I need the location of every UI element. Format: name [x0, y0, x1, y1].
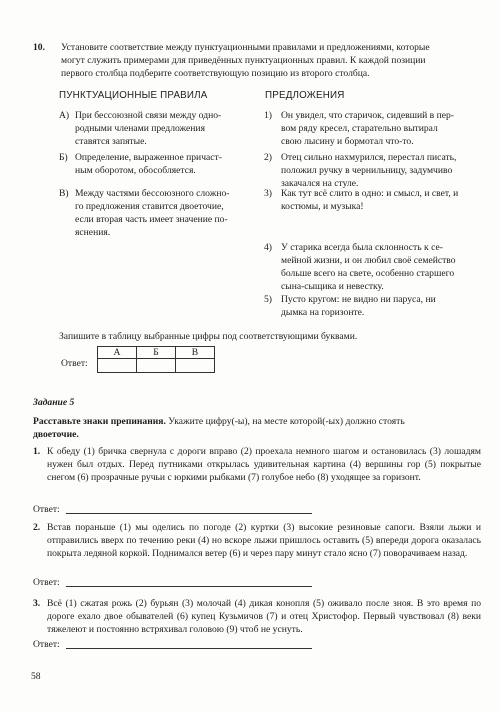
sentence-line: мейной жизни, и он любил своё семейство — [281, 255, 456, 267]
sentence-label: 3) — [264, 188, 272, 199]
rule-label: Б) — [59, 152, 68, 163]
table-instruction: Запишите в таблицу выбранные цифры под соответствующими буквами. — [59, 331, 358, 342]
sentence-line: свою лысину и бормотал что-то. — [281, 136, 414, 148]
answer-cell-v[interactable] — [176, 359, 215, 373]
sentence-2 — [281, 151, 481, 190]
answer-label: Ответ: — [33, 577, 60, 588]
task10-number: 10. — [33, 42, 45, 53]
answer-line-3[interactable] — [66, 648, 312, 649]
sentence-5 — [281, 293, 481, 319]
answer-table-header: В — [176, 347, 215, 359]
rule-line: Определение, выраженное причаст- — [75, 152, 222, 163]
task5-item-2: Встав пораньше (1) мы оделись по погоде (2) куртки (3) высокие резиновые сапоги. Взяли лыжи и отправились вверх по течению реки (4) но вскоре лыжи пришлось оставить (5) впереди дорога оказалась покрыта ледяной коркой. Поднимался ветер (6) и через пару минут стало ясно (7) поворачиваем назад. — [47, 522, 481, 560]
task5-intro — [33, 415, 480, 441]
task10-prompt-line: могут служить примерами для приведённых пунктуационных правил. К каждой позиции — [61, 55, 426, 67]
rule-line: ставятся запятые. — [75, 136, 147, 148]
rule-line: Между частями бессоюзного сложно- — [75, 188, 230, 199]
task5-item-3: Всё (1) сжатая рожь (2) бурьян (3) молочай (4) дикая конопля (5) оживало после зноя. В это время по дороге ехало двое обывателей (6) купец Кузьмичов (7) и отец Христофор. Первый чувствовал (8) веки тяжелеют и постоянно встряхивал головою (9) чтоб не уснуть. — [47, 598, 481, 636]
rule-label: А) — [59, 110, 70, 121]
task5-intro-bold: Расставьте знаки препинания. — [33, 416, 166, 427]
sentence-line: сына-сыщика и невестку. — [281, 281, 384, 293]
task10-prompt-line: первого столбца подберите соответствующую позицию из второго столбца. — [61, 68, 370, 80]
rule-line: родными членами предложения — [75, 123, 205, 135]
sentence-label: 1) — [264, 110, 272, 121]
sentence-line: закачался на стуле. — [281, 178, 359, 190]
sentence-line: костюмы, и музыка! — [281, 201, 364, 213]
answer-label: Ответ: — [61, 358, 88, 369]
sentence-line: У старика всегда была склонность к се- — [281, 242, 443, 253]
rule-line: если вторая часть имеет значение по- — [75, 214, 228, 226]
rule-b — [75, 151, 243, 177]
sentence-line: вом ряду кресел, старательно вытирал — [281, 123, 438, 135]
sentence-line: положил ручку в чернильницу, задумчиво — [281, 165, 453, 177]
sentence-line: Отец сильно нахмурился, перестал писать, — [281, 152, 457, 163]
rule-a — [75, 109, 243, 148]
sentence-1 — [281, 109, 481, 148]
sentence-line: дымка на горизонте. — [281, 307, 365, 319]
rule-line: ным оборотом, обособляется. — [75, 165, 196, 177]
task5-item-1: К обеду (1) бричка свернула с дороги вправо (2) проехала немного шагом и остановилась (3) лошадям нужен был отдых. Перед путниками открылась удивительная картина (4) вершины гор (5) покрытые снегом (6) прозрачные ручьи с юркими рыбками (7) голубое небо (8) уходящее за горизонт. — [47, 446, 481, 484]
sentence-line: больше всего на свете, особенно старшего — [281, 268, 455, 280]
task5-intro-rest: Укажите цифру(-ы), на месте которой(-ых) должно стоять — [165, 416, 405, 427]
sentence-line: Как тут всё слито в одно: и смысл, и свет, и — [281, 188, 459, 199]
task10-prompt-line: Установите соответствие между пунктуационными правилами и предложениями, которые — [61, 42, 430, 53]
page-number: 58 — [31, 671, 41, 682]
task5-item-number: 1. — [33, 446, 41, 457]
answer-line-1[interactable] — [66, 513, 312, 514]
task10-prompt — [61, 41, 473, 80]
task5-intro-line — [33, 415, 480, 428]
answer-table — [97, 346, 215, 373]
answer-cell-a[interactable] — [98, 359, 137, 373]
task5-title: Задание 5 — [33, 397, 75, 408]
rule-label: В) — [59, 188, 69, 199]
sentence-label: 5) — [264, 294, 272, 305]
rule-line: яснения. — [75, 227, 111, 239]
sentences-header: ПРЕДЛОЖЕНИЯ — [265, 90, 345, 101]
answer-cell-b[interactable] — [137, 359, 176, 373]
rules-header: ПУНКТУАЦИОННЫЕ ПРАВИЛА — [59, 90, 208, 101]
answer-line-2[interactable] — [66, 586, 312, 587]
sentence-line: Он увидел, что старичок, сидевший в пер- — [281, 110, 454, 121]
answer-label: Ответ: — [33, 504, 60, 515]
answer-table-header: Б — [137, 347, 176, 359]
sentence-label: 2) — [264, 152, 272, 163]
task5-intro-line2: двоеточие. — [33, 429, 79, 441]
answer-label: Ответ: — [33, 639, 60, 650]
rule-v — [75, 187, 243, 239]
sentence-3 — [281, 187, 481, 213]
task5-item-number: 2. — [33, 522, 41, 533]
sentence-line: Пусто кругом: не видно ни паруса, ни — [281, 294, 436, 305]
answer-table-header: А — [98, 347, 137, 359]
sentence-label: 4) — [264, 242, 272, 253]
rule-line: При бессоюзной связи между одно- — [75, 110, 222, 121]
sentence-4 — [281, 241, 481, 293]
task5-item-number: 3. — [33, 598, 41, 609]
rule-line: го предложения ставится двоеточие, — [75, 201, 224, 213]
